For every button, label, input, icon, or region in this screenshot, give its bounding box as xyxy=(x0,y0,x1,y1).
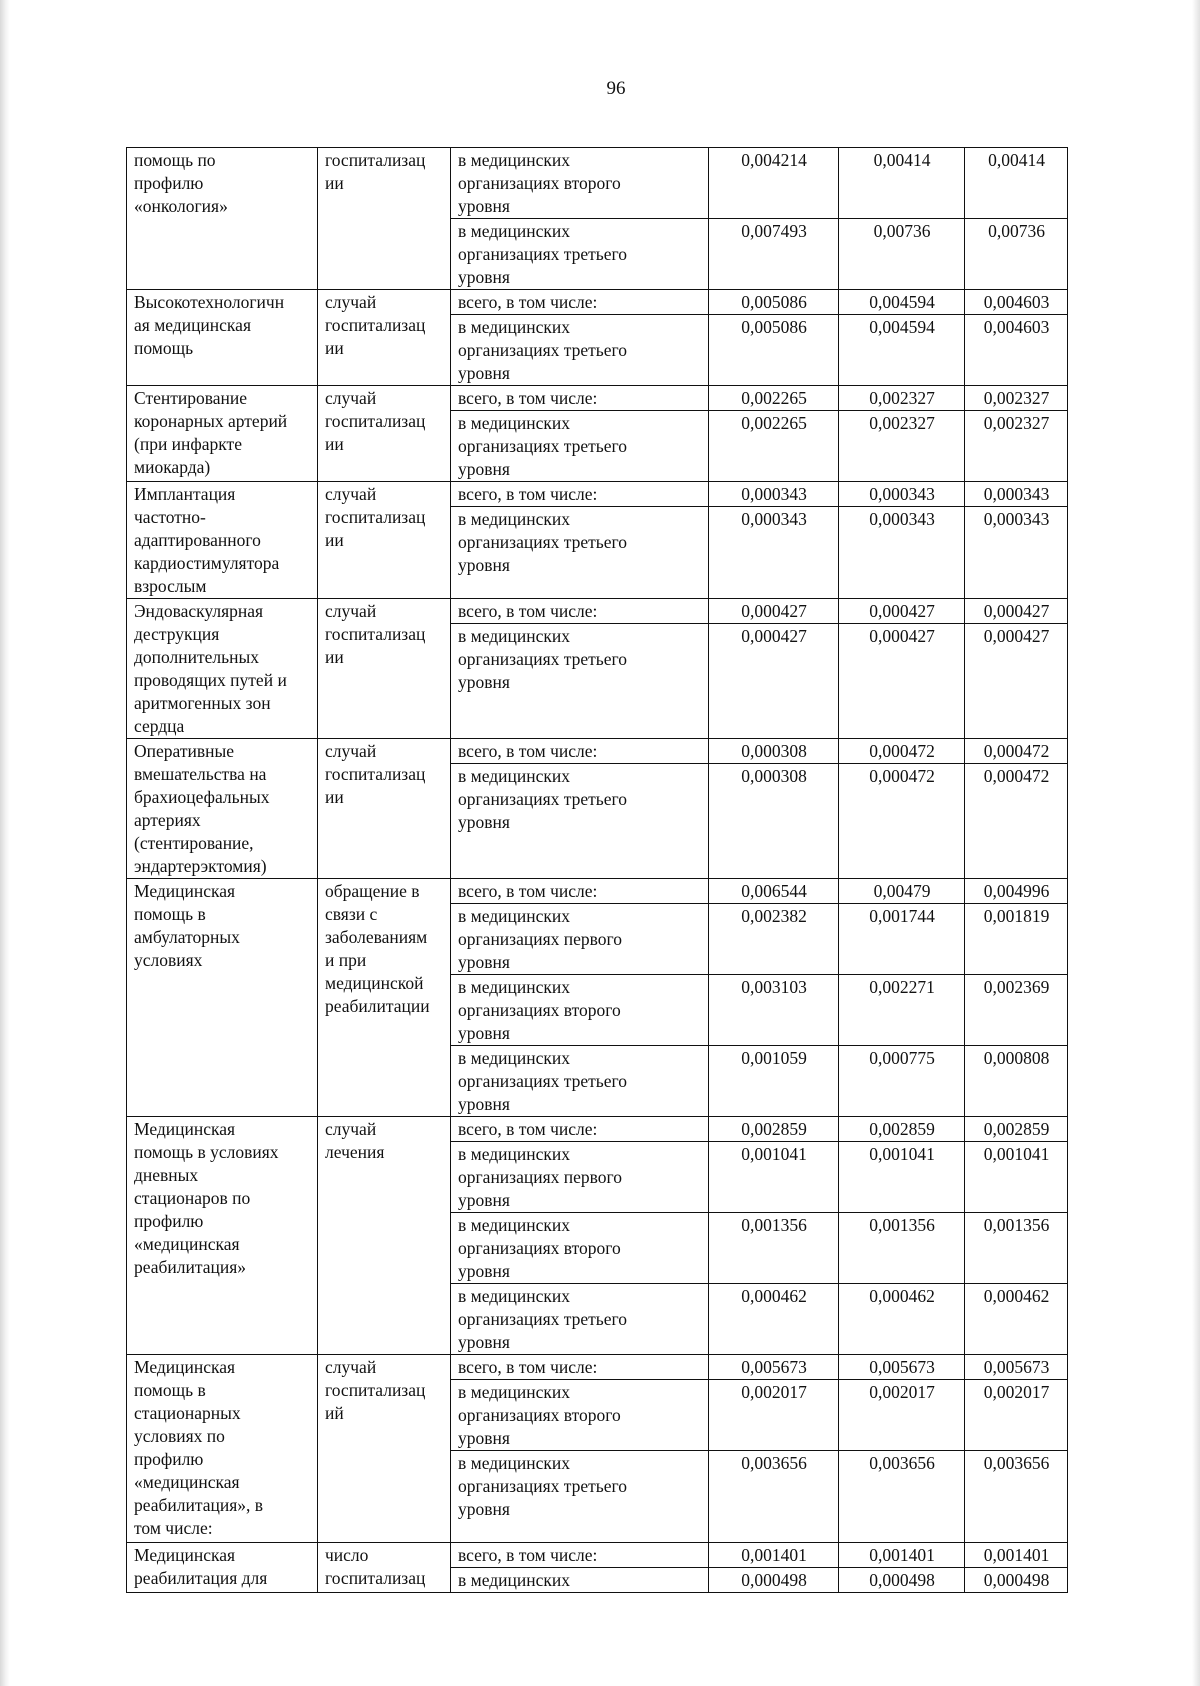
value-cell-2 xyxy=(839,904,965,975)
value-cell-3-text: 0,00736 xyxy=(988,221,1045,241)
value-cell-1-text: 0,005673 xyxy=(741,1357,807,1377)
value-cell-3-text: 0,001356 xyxy=(983,1215,1050,1235)
level-cell-text: в медицинских организациях второго уровня xyxy=(458,977,621,1043)
care-type-cell xyxy=(127,482,318,599)
care-type-cell-text: Медицинская помощь в условиях дневных стационаров по профилю «медицинская реабилитация» xyxy=(134,1119,279,1277)
value-cell-2-text: 0,00736 xyxy=(873,221,931,241)
unit-cell xyxy=(318,1117,451,1355)
value-cell-3-text: 0,002327 xyxy=(983,413,1050,433)
level-cell xyxy=(451,1117,709,1142)
value-cell-3-text: 0,002369 xyxy=(983,977,1050,997)
level-cell xyxy=(451,507,709,599)
level-cell-text: всего, в том числе: xyxy=(458,1119,598,1139)
level-cell-text: всего, в том числе: xyxy=(458,1357,598,1377)
value-cell-3 xyxy=(965,764,1068,879)
value-cell-3-text: 0,000343 xyxy=(983,484,1050,504)
value-cell-3-text: 0,003656 xyxy=(983,1453,1050,1473)
level-cell xyxy=(451,599,709,624)
value-cell-2 xyxy=(839,739,965,764)
unit-cell-text: случай госпитализац ии xyxy=(325,388,426,454)
value-cell-1 xyxy=(709,1284,839,1355)
care-type-cell xyxy=(127,148,318,290)
value-cell-3-text: 0,005673 xyxy=(983,1357,1050,1377)
value-cell-3 xyxy=(965,219,1068,290)
value-cell-2 xyxy=(839,1046,965,1117)
level-cell-text: в медицинских организациях второго уровня xyxy=(458,1215,621,1281)
value-cell-2-text: 0,001401 xyxy=(869,1545,935,1565)
value-cell-3-text: 0,000343 xyxy=(983,509,1050,529)
value-cell-3 xyxy=(965,482,1068,507)
value-cell-2 xyxy=(839,1213,965,1284)
value-cell-2-text: 0,000472 xyxy=(869,766,935,786)
value-cell-1 xyxy=(709,599,839,624)
level-cell-text: всего, в том числе: xyxy=(458,292,598,312)
value-cell-3 xyxy=(965,315,1068,386)
unit-cell xyxy=(318,739,451,879)
table-row xyxy=(127,290,1068,315)
value-cell-2-text: 0,004594 xyxy=(869,317,935,337)
level-cell-text: в медицинских организациях третьего уровня xyxy=(458,1286,628,1352)
care-type-cell xyxy=(127,1117,318,1355)
value-cell-1-text: 0,000427 xyxy=(741,626,807,646)
level-cell xyxy=(451,386,709,411)
value-cell-1-text: 0,002265 xyxy=(741,413,807,433)
table-row xyxy=(127,1117,1068,1142)
unit-cell xyxy=(318,148,451,290)
value-cell-3-text: 0,002017 xyxy=(983,1382,1050,1402)
table-row xyxy=(127,1355,1068,1380)
value-cell-3 xyxy=(965,507,1068,599)
value-cell-3-text: 0,001401 xyxy=(983,1545,1050,1565)
value-cell-3 xyxy=(965,624,1068,739)
scan-edge-right xyxy=(1192,0,1200,1686)
value-cell-1 xyxy=(709,148,839,219)
value-cell-3-text: 0,000427 xyxy=(983,626,1050,646)
value-cell-3-text: 0,000472 xyxy=(983,766,1050,786)
care-type-cell xyxy=(127,1543,318,1593)
level-cell-text: всего, в том числе: xyxy=(458,1545,598,1565)
unit-cell xyxy=(318,1355,451,1543)
care-type-cell-text: Высокотехнологичн ая медицинская помощь xyxy=(134,292,285,358)
value-cell-2 xyxy=(839,1543,965,1568)
care-type-cell xyxy=(127,879,318,1117)
value-cell-3-text: 0,000462 xyxy=(983,1286,1050,1306)
value-cell-1-text: 0,002859 xyxy=(741,1119,807,1139)
value-cell-2-text: 0,000343 xyxy=(869,484,935,504)
value-cell-2 xyxy=(839,1284,965,1355)
level-cell-text: в медицинских организациях третьего уровня xyxy=(458,509,628,575)
level-cell-text: в медицинских организациях первого уровня xyxy=(458,1144,623,1210)
value-cell-1 xyxy=(709,219,839,290)
unit-cell-text: госпитализац ии xyxy=(325,150,426,193)
level-cell-text: в медицинских организациях третьего уровня xyxy=(458,221,628,287)
value-cell-1-text: 0,001041 xyxy=(741,1144,807,1164)
level-cell-text: всего, в том числе: xyxy=(458,881,598,901)
value-cell-3 xyxy=(965,739,1068,764)
value-cell-2-text: 0,000775 xyxy=(869,1048,935,1068)
value-cell-2 xyxy=(839,219,965,290)
value-cell-1-text: 0,002265 xyxy=(741,388,807,408)
indicators-table xyxy=(126,147,1068,1593)
level-cell-text: в медицинских организациях первого уровня xyxy=(458,906,623,972)
value-cell-2 xyxy=(839,975,965,1046)
level-cell xyxy=(451,411,709,482)
value-cell-2-text: 0,002859 xyxy=(869,1119,935,1139)
level-cell xyxy=(451,1355,709,1380)
value-cell-2-text: 0,00479 xyxy=(873,881,931,901)
level-cell xyxy=(451,975,709,1046)
value-cell-3 xyxy=(965,1543,1068,1568)
value-cell-1 xyxy=(709,411,839,482)
value-cell-2 xyxy=(839,1142,965,1213)
value-cell-1-text: 0,000343 xyxy=(741,509,807,529)
unit-cell-text: число госпитализац xyxy=(325,1545,426,1588)
value-cell-3 xyxy=(965,1355,1068,1380)
value-cell-1-text: 0,004214 xyxy=(741,150,807,170)
level-cell-text: всего, в том числе: xyxy=(458,484,598,504)
value-cell-1-text: 0,000462 xyxy=(741,1286,807,1306)
unit-cell-text: случай госпитализац ии xyxy=(325,484,426,550)
value-cell-1 xyxy=(709,1543,839,1568)
value-cell-2-text: 0,000427 xyxy=(869,626,935,646)
level-cell xyxy=(451,315,709,386)
value-cell-1 xyxy=(709,975,839,1046)
table-row xyxy=(127,1543,1068,1568)
value-cell-2 xyxy=(839,507,965,599)
value-cell-1 xyxy=(709,1046,839,1117)
care-type-cell-text: Стентирование коронарных артерий (при инфаркте миокарда) xyxy=(134,388,288,477)
level-cell xyxy=(451,1046,709,1117)
value-cell-1 xyxy=(709,904,839,975)
unit-cell-text: случай госпитализац ии xyxy=(325,601,426,667)
level-cell-text: в медицинских xyxy=(458,1570,570,1590)
level-cell xyxy=(451,879,709,904)
value-cell-3 xyxy=(965,148,1068,219)
value-cell-1-text: 0,000308 xyxy=(741,741,807,761)
value-cell-2 xyxy=(839,1568,965,1593)
care-type-cell xyxy=(127,599,318,739)
care-type-cell-text: Медицинская помощь в стационарных условиях по профилю «медицинская реабилитация», в том числе: xyxy=(134,1357,264,1538)
value-cell-1 xyxy=(709,1213,839,1284)
value-cell-1-text: 0,006544 xyxy=(741,881,807,901)
value-cell-3 xyxy=(965,1117,1068,1142)
value-cell-2-text: 0,003656 xyxy=(869,1453,935,1473)
level-cell xyxy=(451,1451,709,1543)
level-cell xyxy=(451,624,709,739)
level-cell xyxy=(451,1142,709,1213)
level-cell xyxy=(451,148,709,219)
value-cell-2-text: 0,000462 xyxy=(869,1286,935,1306)
value-cell-2-text: 0,001041 xyxy=(869,1144,935,1164)
unit-cell xyxy=(318,599,451,739)
value-cell-1 xyxy=(709,879,839,904)
care-type-cell-text: Имплантация частотно- адаптированного кардиостимулятора взрослым xyxy=(134,484,280,596)
level-cell xyxy=(451,1543,709,1568)
value-cell-3 xyxy=(965,386,1068,411)
value-cell-1 xyxy=(709,624,839,739)
table-row xyxy=(127,599,1068,624)
value-cell-2-text: 0,002017 xyxy=(869,1382,935,1402)
value-cell-3-text: 0,004996 xyxy=(983,881,1050,901)
unit-cell xyxy=(318,386,451,482)
level-cell-text: в медицинских организациях второго уровня xyxy=(458,150,621,216)
value-cell-3-text: 0,001819 xyxy=(983,906,1050,926)
value-cell-2 xyxy=(839,764,965,879)
value-cell-3 xyxy=(965,1284,1068,1355)
level-cell-text: в медицинских организациях третьего уровня xyxy=(458,626,628,692)
care-type-cell-text: помощь по профилю «онкология» xyxy=(134,150,228,216)
unit-cell-text: случай госпитализац ии xyxy=(325,292,426,358)
value-cell-3-text: 0,000427 xyxy=(983,601,1050,621)
value-cell-2 xyxy=(839,148,965,219)
value-cell-2-text: 0,001744 xyxy=(869,906,935,926)
level-cell xyxy=(451,764,709,879)
value-cell-2 xyxy=(839,386,965,411)
value-cell-1-text: 0,000343 xyxy=(741,484,807,504)
value-cell-3 xyxy=(965,904,1068,975)
value-cell-2-text: 0,002271 xyxy=(869,977,935,997)
level-cell-text: всего, в том числе: xyxy=(458,601,598,621)
level-cell xyxy=(451,219,709,290)
value-cell-2 xyxy=(839,290,965,315)
value-cell-1-text: 0,007493 xyxy=(741,221,807,241)
value-cell-2 xyxy=(839,1451,965,1543)
level-cell xyxy=(451,1213,709,1284)
value-cell-1 xyxy=(709,507,839,599)
value-cell-1 xyxy=(709,482,839,507)
value-cell-1 xyxy=(709,290,839,315)
scan-edge-left xyxy=(0,0,10,1686)
value-cell-1-text: 0,001059 xyxy=(741,1048,807,1068)
unit-cell xyxy=(318,290,451,386)
level-cell xyxy=(451,482,709,507)
value-cell-3-text: 0,00414 xyxy=(988,150,1045,170)
value-cell-1 xyxy=(709,315,839,386)
level-cell xyxy=(451,1568,709,1593)
unit-cell-text: случай госпитализац ии xyxy=(325,741,426,807)
level-cell xyxy=(451,290,709,315)
table-body xyxy=(127,148,1068,1593)
value-cell-3 xyxy=(965,1213,1068,1284)
value-cell-3 xyxy=(965,1046,1068,1117)
value-cell-3-text: 0,001041 xyxy=(983,1144,1050,1164)
value-cell-2-text: 0,002327 xyxy=(869,413,935,433)
level-cell xyxy=(451,739,709,764)
level-cell xyxy=(451,1284,709,1355)
value-cell-3 xyxy=(965,1451,1068,1543)
value-cell-3 xyxy=(965,1568,1068,1593)
value-cell-2-text: 0,002327 xyxy=(869,388,935,408)
level-cell-text: в медицинских организациях третьего уровня xyxy=(458,317,628,383)
table-row xyxy=(127,148,1068,219)
care-type-cell xyxy=(127,739,318,879)
value-cell-3 xyxy=(965,599,1068,624)
value-cell-1-text: 0,001401 xyxy=(741,1545,807,1565)
value-cell-1 xyxy=(709,1568,839,1593)
value-cell-1 xyxy=(709,1380,839,1451)
care-type-cell xyxy=(127,290,318,386)
value-cell-2-text: 0,000343 xyxy=(869,509,935,529)
value-cell-2-text: 0,000472 xyxy=(869,741,935,761)
unit-cell-text: обращение в связи с заболеваниям и при медицинской реабилитации xyxy=(325,881,430,1016)
value-cell-2 xyxy=(839,1355,965,1380)
value-cell-1-text: 0,005086 xyxy=(741,317,807,337)
value-cell-2 xyxy=(839,1117,965,1142)
value-cell-1-text: 0,005086 xyxy=(741,292,807,312)
value-cell-1-text: 0,000498 xyxy=(741,1570,807,1590)
value-cell-1-text: 0,003103 xyxy=(741,977,807,997)
table-row xyxy=(127,482,1068,507)
table-row xyxy=(127,386,1068,411)
value-cell-2-text: 0,000427 xyxy=(869,601,935,621)
level-cell-text: в медицинских организациях третьего уровня xyxy=(458,1453,628,1519)
value-cell-2 xyxy=(839,1380,965,1451)
care-type-cell xyxy=(127,1355,318,1543)
value-cell-2 xyxy=(839,482,965,507)
value-cell-1 xyxy=(709,739,839,764)
unit-cell xyxy=(318,482,451,599)
care-type-cell-text: Медицинская помощь в амбулаторных условиях xyxy=(134,881,240,970)
value-cell-2 xyxy=(839,624,965,739)
level-cell-text: в медицинских организациях второго уровня xyxy=(458,1382,621,1448)
level-cell-text: всего, в том числе: xyxy=(458,388,598,408)
level-cell-text: в медицинских организациях третьего уровня xyxy=(458,1048,628,1114)
value-cell-1 xyxy=(709,1355,839,1380)
level-cell xyxy=(451,904,709,975)
value-cell-2-text: 0,000498 xyxy=(869,1570,935,1590)
value-cell-3-text: 0,004603 xyxy=(983,292,1050,312)
value-cell-1-text: 0,001356 xyxy=(741,1215,807,1235)
value-cell-1 xyxy=(709,1142,839,1213)
page-number: 96 xyxy=(606,78,626,99)
value-cell-2 xyxy=(839,879,965,904)
value-cell-3 xyxy=(965,1142,1068,1213)
value-cell-1 xyxy=(709,764,839,879)
care-type-cell xyxy=(127,386,318,482)
value-cell-1-text: 0,002017 xyxy=(741,1382,807,1402)
value-cell-2-text: 0,005673 xyxy=(869,1357,935,1377)
value-cell-1-text: 0,000427 xyxy=(741,601,807,621)
care-type-cell-text: Оперативные вмешательства на брахиоцефальных артериях (стентирование, эндартерэктомия) xyxy=(134,741,270,876)
care-type-cell-text: Эндоваскулярная деструкция дополнительных проводящих путей и аритмогенных зон сердца xyxy=(134,601,287,736)
table-row xyxy=(127,879,1068,904)
value-cell-3-text: 0,004603 xyxy=(983,317,1050,337)
care-type-cell-text: Медицинская реабилитация для xyxy=(134,1545,268,1588)
unit-cell-text: случай госпитализац ий xyxy=(325,1357,426,1423)
level-cell xyxy=(451,1380,709,1451)
level-cell-text: всего, в том числе: xyxy=(458,741,598,761)
value-cell-3-text: 0,000472 xyxy=(983,741,1050,761)
value-cell-3 xyxy=(965,879,1068,904)
value-cell-3-text: 0,002859 xyxy=(983,1119,1050,1139)
value-cell-1 xyxy=(709,1117,839,1142)
level-cell-text: в медицинских организациях третьего уровня xyxy=(458,413,628,479)
value-cell-2 xyxy=(839,411,965,482)
value-cell-2-text: 0,004594 xyxy=(869,292,935,312)
unit-cell xyxy=(318,1543,451,1593)
value-cell-1 xyxy=(709,1451,839,1543)
value-cell-2 xyxy=(839,599,965,624)
value-cell-1-text: 0,000308 xyxy=(741,766,807,786)
value-cell-2 xyxy=(839,315,965,386)
value-cell-2-text: 0,001356 xyxy=(869,1215,935,1235)
value-cell-3 xyxy=(965,411,1068,482)
value-cell-1-text: 0,002382 xyxy=(741,906,807,926)
value-cell-3 xyxy=(965,290,1068,315)
value-cell-3-text: 0,002327 xyxy=(983,388,1050,408)
unit-cell xyxy=(318,879,451,1117)
value-cell-3 xyxy=(965,1380,1068,1451)
value-cell-2-text: 0,00414 xyxy=(873,150,931,170)
table-row xyxy=(127,739,1068,764)
level-cell-text: в медицинских организациях третьего уровня xyxy=(458,766,628,832)
value-cell-3-text: 0,000498 xyxy=(983,1570,1050,1590)
value-cell-1-text: 0,003656 xyxy=(741,1453,807,1473)
value-cell-1 xyxy=(709,386,839,411)
unit-cell-text: случай лечения xyxy=(325,1119,385,1162)
value-cell-3 xyxy=(965,975,1068,1046)
value-cell-3-text: 0,000808 xyxy=(983,1048,1050,1068)
